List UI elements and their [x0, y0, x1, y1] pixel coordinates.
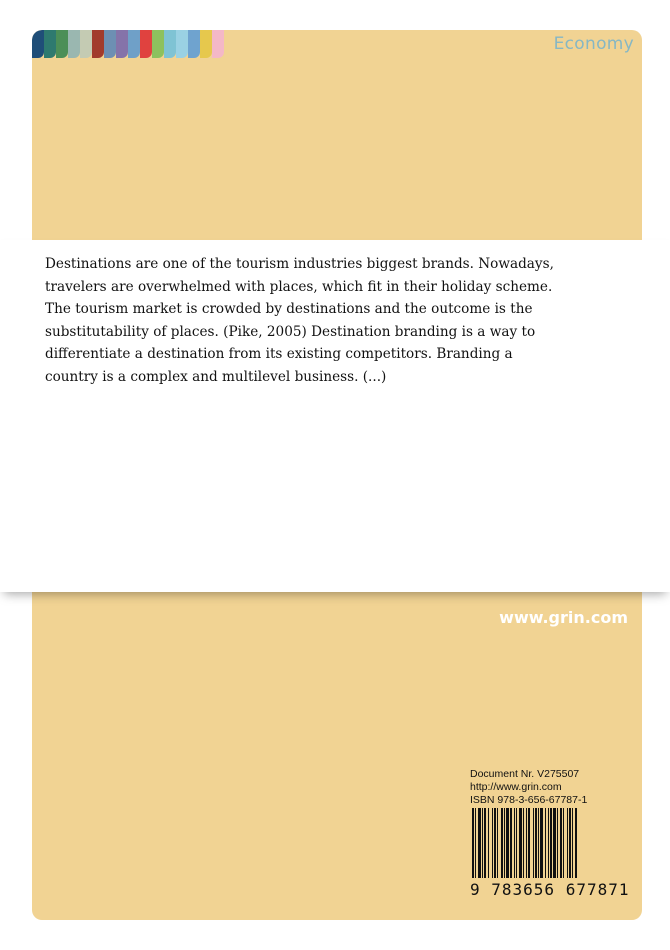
- barcode-bar: [516, 808, 517, 878]
- barcode-bar: [478, 808, 481, 878]
- color-stripe: [176, 30, 188, 58]
- barcode-bar: [560, 808, 562, 878]
- category-label: Economy: [553, 34, 634, 54]
- color-stripe: [116, 30, 128, 58]
- barcode-bar: [492, 808, 493, 878]
- barcode-digits: 9 783656 677871: [470, 880, 630, 899]
- color-stripe: [128, 30, 140, 58]
- barcode-bar: [557, 808, 558, 878]
- color-stripe: [164, 30, 176, 58]
- barcode-bar: [550, 808, 552, 878]
- color-stripes: [32, 30, 224, 58]
- color-stripe: [104, 30, 116, 58]
- barcode-bar: [535, 808, 537, 878]
- isbn-barcode: [470, 808, 630, 898]
- color-stripe: [32, 30, 44, 58]
- barcode-bar: [506, 808, 509, 878]
- barcode-bar: [569, 808, 571, 878]
- document-url: http://www.grin.com: [470, 781, 562, 793]
- color-stripe: [92, 30, 104, 58]
- barcode-bar: [494, 808, 496, 878]
- document-info: [470, 768, 587, 807]
- barcode-bar: [533, 808, 534, 878]
- barcode-bar: [553, 808, 556, 878]
- barcode-bar: [482, 808, 483, 878]
- barcode-bar: [548, 808, 549, 878]
- barcode-bar: [572, 808, 573, 878]
- barcode-bar: [497, 808, 498, 878]
- barcode-bar: [545, 808, 546, 878]
- barcode-bar: [501, 808, 503, 878]
- color-stripe: [80, 30, 92, 58]
- barcode-bar: [472, 808, 474, 878]
- barcode-bar: [504, 808, 505, 878]
- isbn-number: ISBN 978-3-656-67787-1: [470, 794, 588, 806]
- barcode-bar: [510, 808, 512, 878]
- barcode-bar: [538, 808, 539, 878]
- barcode-bar: [567, 808, 568, 878]
- barcode-bar: [514, 808, 515, 878]
- barcode-bar: [523, 808, 524, 878]
- color-stripe: [56, 30, 68, 58]
- color-stripe: [140, 30, 152, 58]
- barcode-bar: [484, 808, 486, 878]
- barcode-bar: [575, 808, 577, 878]
- color-stripe: [152, 30, 164, 58]
- color-stripe: [188, 30, 200, 58]
- barcode-bar: [519, 808, 522, 878]
- color-stripe: [212, 30, 224, 58]
- barcode-bar: [475, 808, 476, 878]
- color-stripe: [200, 30, 212, 58]
- site-url-label: www.grin.com: [499, 608, 628, 627]
- barcode-bar: [540, 808, 543, 878]
- document-number: Document Nr. V275507: [470, 768, 580, 780]
- barcode-bar: [563, 808, 564, 878]
- barcode-bars: [470, 808, 630, 880]
- barcode-bar: [488, 808, 489, 878]
- description-text: Destinations are one of the tourism industries biggest brands. Nowadays, travelers are overwhelmed with places, which fit in their holiday scheme. The tourism market is crowded by destinations and the outcome is the substitutability of places. (Pike, 2005) Destination branding is a way to differentiate a destination from its existing competitors. Branding a country is a complex and multilevel business. (...): [45, 256, 554, 385]
- color-stripe: [68, 30, 80, 58]
- barcode-bar: [526, 808, 527, 878]
- barcode-bar: [528, 808, 530, 878]
- color-stripe: [44, 30, 56, 58]
